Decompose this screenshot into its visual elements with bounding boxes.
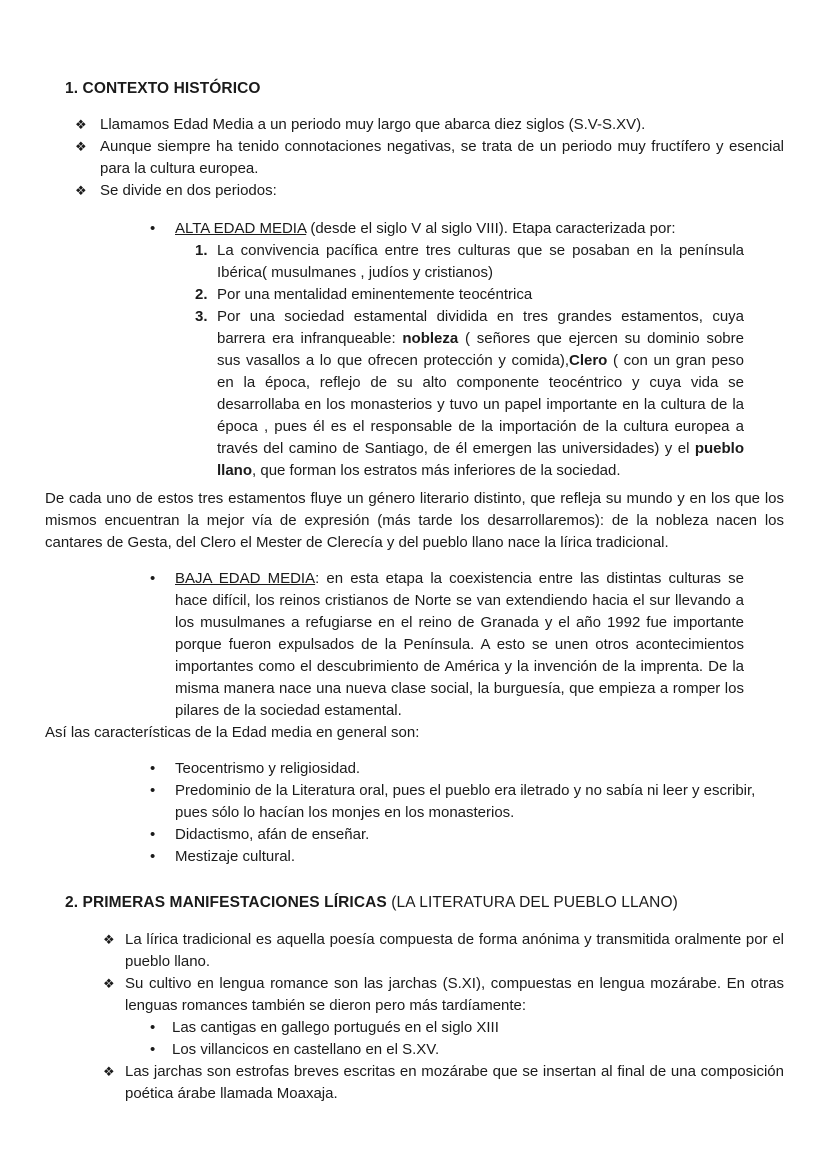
list-item-text: Predominio de la Literatura oral, pues el pueblo era iletrado y no sabía ni leer y escribir, pues sólo lo hacían los monjes en los monasterios.	[175, 782, 756, 821]
list-item	[75, 136, 784, 180]
text-segment: ( con un gran peso en la época, reflejo de su alto componente teocéntrico y cuya vida se desarrollaba en los monasterios y tuvo un papel importante en la cultura de la época , pues él es el responsable de la importación de la cultura europea a través del camino de Santiago, de él emergen las universidades) y el	[217, 352, 744, 457]
sub-list-item-text: Las cantigas en gallego portugués en el siglo XIII	[172, 1019, 499, 1036]
baja-edad-media-title: BAJA EDAD MEDIA	[175, 570, 316, 587]
baja-edad-media-rest: : en esta etapa la coexistencia entre las distintas culturas se hace difícil, los reinos cristianos de Norte se van extendiendo hacia el sur llevando a los musulmanes a refugiarse en el reino de Granada y el año 1992 fue importante porque fueron expulsados de la Península. A esto se unen otros acontecimientos importantes como el descubrimiento de América y la invención de la imprenta. De la misma manera nace una nueva clase social, la burguesía, que empieza a romper los pilares de la sociedad estamental.	[175, 570, 745, 719]
caracteristicas-intro: Así las características de la Edad media en general son:	[45, 724, 420, 741]
list-item-text: Didactismo, afán de enseñar.	[175, 826, 370, 843]
sub-list-item-text: Los villancicos en castellano en el S.XV.	[172, 1041, 440, 1058]
item-number: 2.	[195, 286, 208, 303]
list-item	[103, 1061, 784, 1105]
list-item-text: Llamamos Edad Media a un periodo muy largo que abarca diez siglos (S.V-S.XV).	[100, 116, 646, 133]
numbered-item-text	[217, 306, 744, 482]
numbered-item	[195, 240, 744, 284]
list-item	[150, 758, 784, 780]
list-item	[150, 780, 784, 824]
bold-term-nobleza: nobleza	[402, 330, 459, 347]
list-item	[150, 824, 784, 846]
list-item-text: Las jarchas son estrofas breves escritas en mozárabe que se insertan al final de una composición poética árabe llamada Moaxaja.	[125, 1063, 784, 1102]
text-segment: , que forman los estratos más inferiores de la sociedad.	[252, 462, 621, 479]
bold-term-clero: Clero	[569, 352, 608, 369]
list-item-text: La lírica tradicional es aquella poesía compuesta de forma anónima y transmitida oralmente por el pueblo llano.	[125, 931, 784, 970]
baja-edad-media-text	[175, 568, 744, 722]
baja-edad-media-item	[150, 568, 744, 722]
numbered-item-text: Por una mentalidad eminentemente teocéntrica	[217, 286, 533, 303]
dot-bullet-icon: •	[150, 1019, 156, 1036]
diamond-bullet-icon: ❖	[103, 932, 115, 947]
item-number: 1.	[195, 242, 208, 259]
alta-edad-media-item	[150, 218, 744, 240]
list-item-text: Mestizaje cultural.	[175, 848, 296, 865]
dot-bullet-icon: •	[150, 760, 156, 777]
list-item-text: Su cultivo en lengua romance son las jarchas (S.XI), compuestas en lengua mozárabe. En otras lenguas romances también se dieron pero más tardíamente:	[125, 975, 784, 1014]
diamond-bullet-icon: ❖	[103, 976, 115, 991]
diamond-bullet-icon: ❖	[75, 139, 87, 154]
numbered-item-text: La convivencia pacífica entre tres culturas que se posaban en la península Ibérica( musulmanes , judíos y cristianos)	[217, 242, 744, 281]
text-segment: Por una sociedad estamental dividida en tres grandes estamentos, cuya barrera era infranqueable:	[217, 308, 744, 347]
list-item	[75, 180, 784, 202]
dot-bullet-icon: •	[150, 220, 156, 237]
section2-heading-bold: 2. PRIMERAS MANIFESTACIONES LÍRICAS	[65, 894, 387, 911]
section1-heading: 1. CONTEXTO HISTÓRICO	[65, 80, 261, 97]
dot-bullet-icon: •	[150, 570, 156, 587]
alta-edad-media-rest: (desde el siglo V al siglo VIII). Etapa caracterizada por:	[306, 220, 676, 237]
numbered-item	[195, 306, 744, 482]
dot-bullet-icon: •	[150, 826, 156, 843]
dot-bullet-icon: •	[150, 782, 156, 799]
text-segment: ( señores que ejercen su dominio sobre sus vasallos a lo que ofrecen protección y comida),	[217, 330, 744, 369]
list-item	[75, 114, 784, 136]
section2-heading-subtitle: (LA LITERATURA DEL PUEBLO LLANO)	[386, 894, 678, 911]
list-item-text: Se divide en dos periodos:	[100, 182, 277, 199]
diamond-bullet-icon: ❖	[75, 183, 87, 198]
list-item	[150, 846, 784, 868]
alta-edad-media-title: ALTA EDAD MEDIA	[175, 220, 307, 237]
diamond-bullet-icon: ❖	[75, 117, 87, 132]
sub-list-item	[150, 1017, 784, 1039]
list-item	[103, 973, 784, 1017]
bold-term-pueblo-llano: pueblo llano	[217, 440, 744, 479]
list-item	[103, 929, 784, 973]
numbered-item	[195, 284, 744, 306]
dot-bullet-icon: •	[150, 848, 156, 865]
list-item-text: Aunque siempre ha tenido connotaciones negativas, se trata de un periodo muy fructífero y esencial para la cultura europea.	[100, 138, 784, 177]
estamentos-paragraph: De cada uno de estos tres estamentos fluye un género literario distinto, que refleja su mundo y en los que los mismos encuentran la mejor vía de expresión (más tarde los desarrollaremos): de la nobleza nacen los cantares de Gesta, del Clero el Mester de Clerecía y del pueblo llano nace la lírica tradicional.	[45, 490, 784, 551]
sub-list-item	[150, 1039, 784, 1061]
list-item-text: Teocentrismo y religiosidad.	[175, 760, 361, 777]
alta-edad-media-text	[175, 218, 744, 240]
section2-heading	[45, 892, 784, 914]
dot-bullet-icon: •	[150, 1041, 156, 1058]
diamond-bullet-icon: ❖	[103, 1064, 115, 1079]
item-number: 3.	[195, 308, 208, 325]
